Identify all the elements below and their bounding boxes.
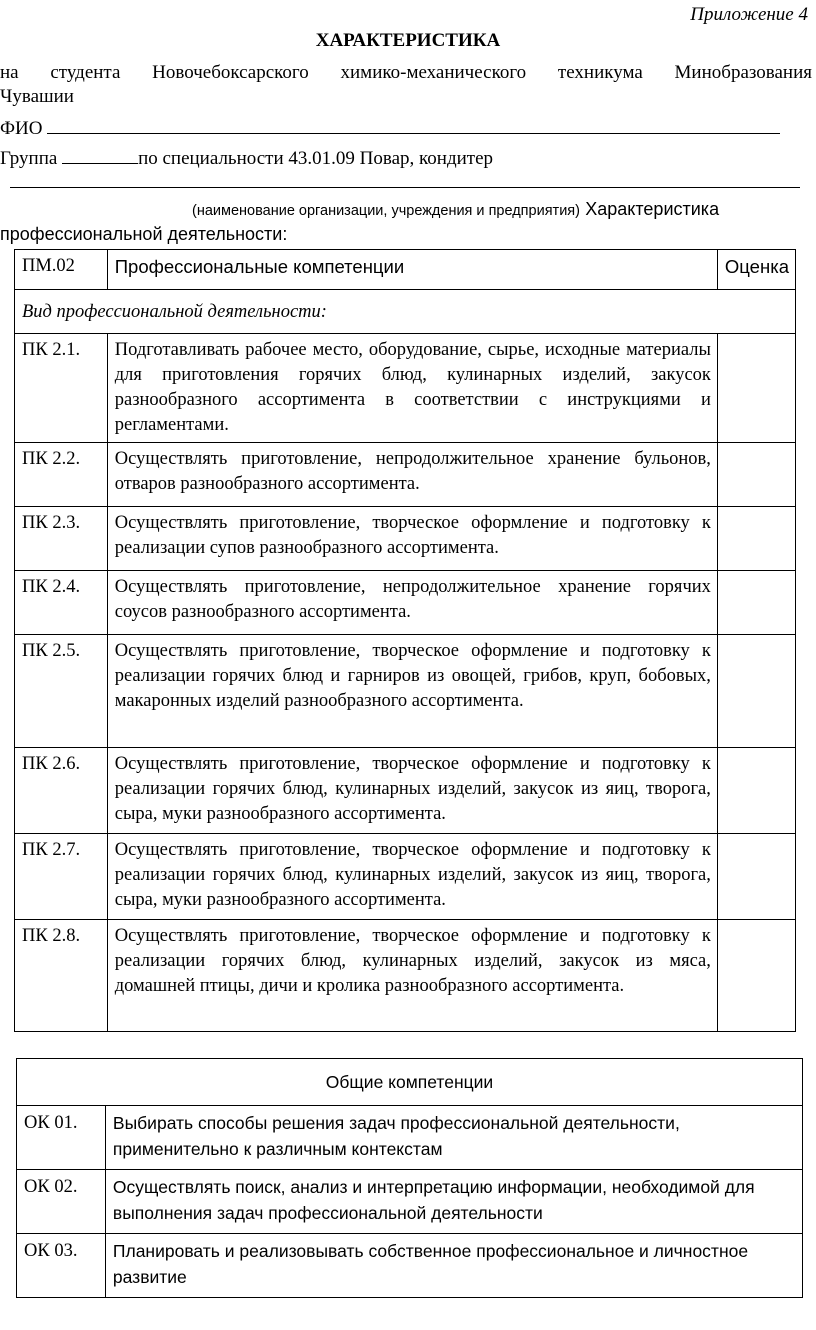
table-row bbox=[15, 443, 796, 507]
competence-header: Профессиональные компетенции bbox=[107, 250, 717, 290]
table-row bbox=[15, 334, 796, 443]
group-row bbox=[0, 145, 812, 171]
general-competence-description: Планировать и реализовывать собственное профессиональное и личностное развитие bbox=[105, 1234, 802, 1298]
grade-cell[interactable] bbox=[717, 443, 795, 507]
document-title: ХАРАКТЕРИСТИКА bbox=[315, 30, 501, 51]
competence-description: Осуществлять приготовление, творческое оформление и подготовку к реализации горячих блюд, кулинарных изделий, закусок из яиц, творога, сыра, муки разнообразного ассортимента. bbox=[107, 834, 717, 920]
grade-cell[interactable] bbox=[717, 635, 795, 748]
appendix-label: Приложение 4 bbox=[690, 4, 808, 25]
competence-code: ПК 2.7. bbox=[15, 834, 108, 920]
group-label: Группа bbox=[0, 148, 58, 169]
table-row bbox=[15, 834, 796, 920]
competence-code: ПК 2.5. bbox=[15, 635, 108, 748]
organization-blank-line bbox=[10, 187, 800, 188]
table-row bbox=[17, 1106, 803, 1170]
general-competence-code: ОК 03. bbox=[17, 1234, 106, 1298]
fio-blank bbox=[47, 115, 780, 134]
table-row bbox=[15, 920, 796, 1032]
activity-type-label: Вид профессиональной деятельности: bbox=[15, 290, 796, 334]
competence-description: Осуществлять приготовление, творческое оформление и подготовку к реализации горячих блюд, кулинарных изделий, закусок из мяса, домашней птицы, дичи и кролика разнообразного ассортимента. bbox=[107, 920, 717, 1032]
table-row bbox=[15, 571, 796, 635]
professional-competencies-table bbox=[14, 249, 796, 1032]
table-row bbox=[15, 635, 796, 748]
competence-code: ПК 2.6. bbox=[15, 748, 108, 834]
general-competencies-header: Общие компетенции bbox=[17, 1059, 803, 1106]
competence-description: Подготавливать рабочее место, оборудование, сырье, исходные материалы для приготовления горячих блюд, кулинарных изделий, закусок разнообразного ассортимента в соответствии с инструкциями и регламентами. bbox=[107, 334, 717, 443]
general-competence-code: ОК 02. bbox=[17, 1170, 106, 1234]
competence-code: ПК 2.1. bbox=[15, 334, 108, 443]
fio-row bbox=[0, 115, 812, 141]
table-row bbox=[17, 1234, 803, 1298]
grade-cell[interactable] bbox=[717, 834, 795, 920]
fio-label: ФИО bbox=[0, 118, 43, 139]
competence-description: Осуществлять приготовление, непродолжительное хранение бульонов, отваров разнообразного ассортимента. bbox=[107, 443, 717, 507]
competence-code: ПК 2.3. bbox=[15, 507, 108, 571]
grade-header: Оценка bbox=[717, 250, 795, 290]
pm-code-header: ПМ.02 bbox=[15, 250, 108, 290]
organization-note: (наименование организации, учреждения и предприятия) bbox=[192, 203, 580, 219]
activity-row bbox=[15, 290, 796, 334]
table-header-row bbox=[15, 250, 796, 290]
table-row bbox=[15, 507, 796, 571]
competence-code: ПК 2.8. bbox=[15, 920, 108, 1032]
competence-description: Осуществлять приготовление, творческое оформление и подготовку к реализации супов разнообразного ассортимента. bbox=[107, 507, 717, 571]
competence-code: ПК 2.4. bbox=[15, 571, 108, 635]
specialty-text: по специальности 43.01.09 Повар, кондитер bbox=[138, 148, 494, 169]
general-competence-description: Выбирать способы решения задач профессиональной деятельности, применительно к различным контекстам bbox=[105, 1106, 802, 1170]
grade-cell[interactable] bbox=[717, 571, 795, 635]
general-competence-description: Осуществлять поиск, анализ и интерпретацию информации, необходимой для выполнения задач профессиональной деятельности bbox=[105, 1170, 802, 1234]
competence-description: Осуществлять приготовление, непродолжительное хранение горячих соусов разнообразного ассортимента. bbox=[107, 571, 717, 635]
table-header-row bbox=[17, 1059, 803, 1106]
competence-description: Осуществлять приготовление, творческое оформление и подготовку к реализации горячих блюд и гарниров из овощей, грибов, круп, бобовых, макаронных изделий разнообразного ассортимента. bbox=[107, 635, 717, 748]
grade-cell[interactable] bbox=[717, 507, 795, 571]
prof-activity-label: профессиональной деятельности: bbox=[0, 224, 288, 244]
grade-cell[interactable] bbox=[717, 334, 795, 443]
competence-code: ПК 2.2. bbox=[15, 443, 108, 507]
general-competence-code: ОК 01. bbox=[17, 1106, 106, 1170]
org-note-row bbox=[192, 199, 719, 221]
intro-line-1: на студента Новочебоксарского химико-механического техникума Минобразования bbox=[0, 62, 812, 83]
characteristic-word: Характеристика bbox=[585, 199, 720, 219]
group-blank bbox=[62, 145, 138, 164]
table-row bbox=[17, 1170, 803, 1234]
grade-cell[interactable] bbox=[717, 920, 795, 1032]
table-row bbox=[15, 748, 796, 834]
grade-cell[interactable] bbox=[717, 748, 795, 834]
intro-line-2: Чувашии bbox=[0, 86, 74, 107]
competence-description: Осуществлять приготовление, творческое оформление и подготовку к реализации горячих блюд, кулинарных изделий, закусок из яиц, творога, сыра, муки разнообразного ассортимента. bbox=[107, 748, 717, 834]
general-competencies-table bbox=[16, 1058, 803, 1298]
